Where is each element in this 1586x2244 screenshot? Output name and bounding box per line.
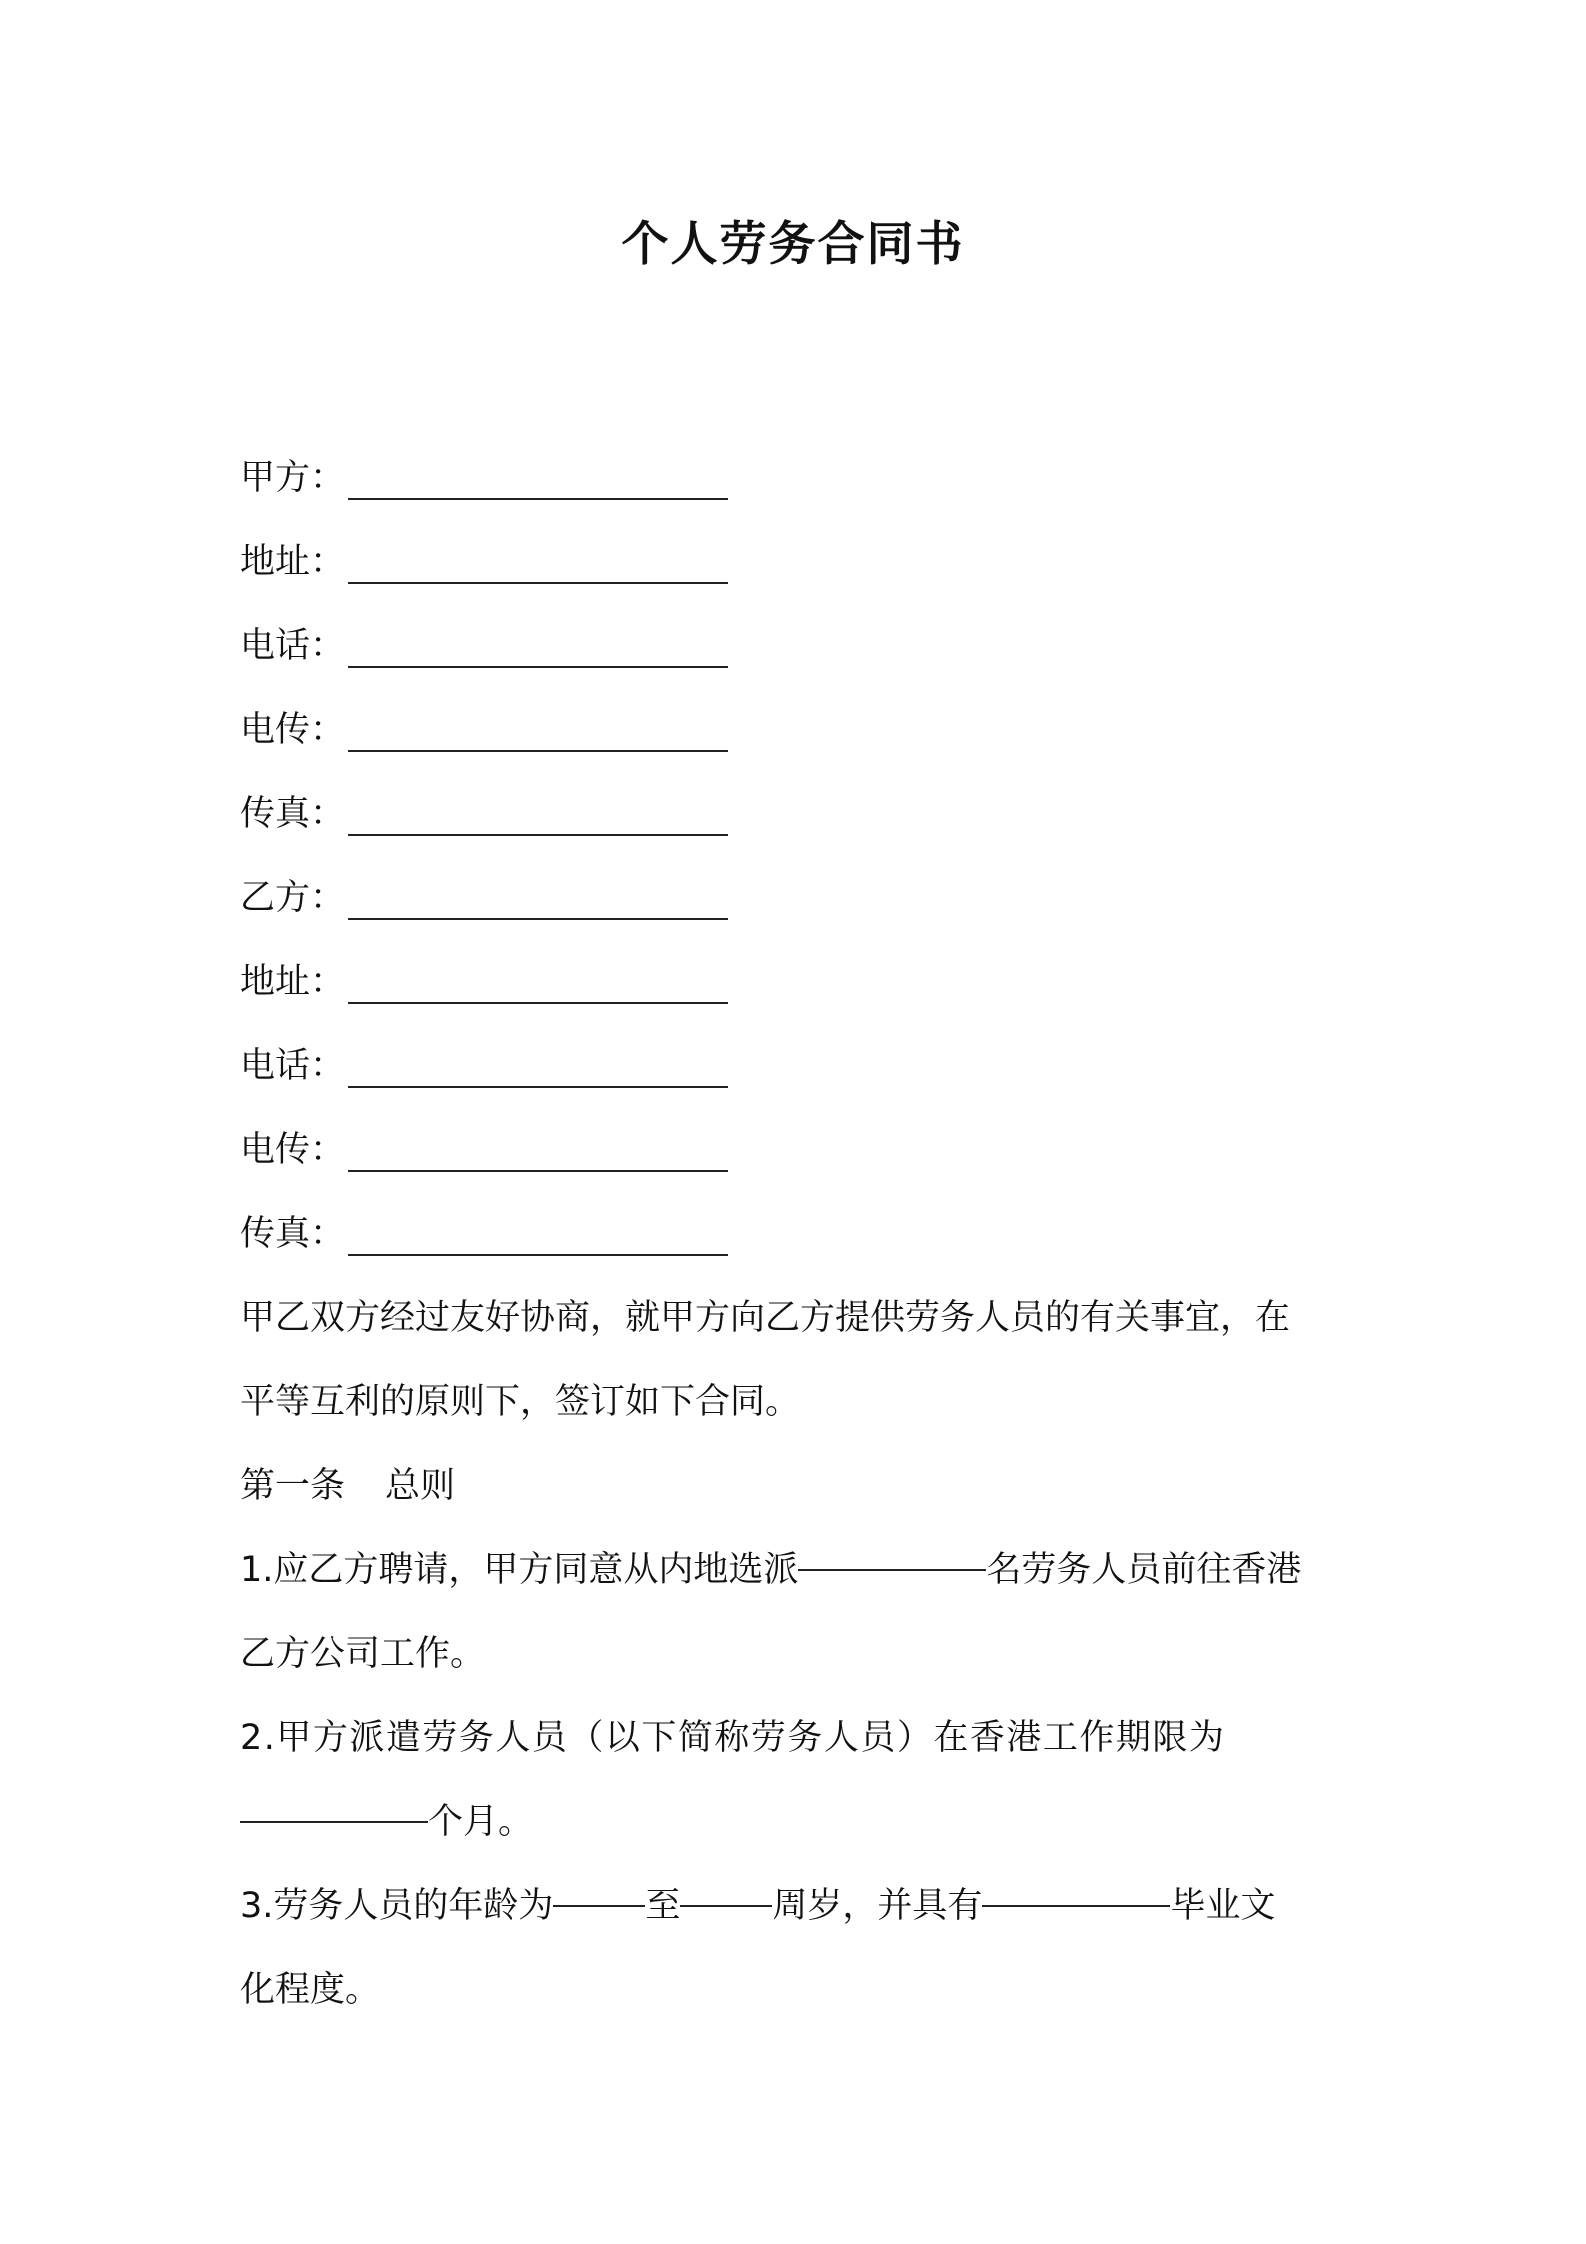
intro-line-1: 甲乙双方经过友好协商，就甲方向乙方提供劳务人员的有关事宜，在 bbox=[240, 1298, 1291, 1338]
article-1-title: 总则 bbox=[385, 1466, 456, 1506]
party-b-telex-field bbox=[240, 1108, 728, 1192]
party-a-telex-blank bbox=[348, 700, 728, 752]
clause-3-line-2: 化程度。 bbox=[240, 1970, 381, 2010]
party-a-address-field bbox=[240, 520, 728, 604]
document-title: 个人劳务合同书 bbox=[621, 217, 965, 272]
party-b-name-field bbox=[240, 856, 728, 940]
clause-3-part-4: 毕业文 bbox=[1170, 1886, 1276, 1926]
party-a-fax-label: 传真 bbox=[240, 794, 311, 834]
article-1-heading bbox=[240, 1444, 1352, 1528]
party-b-phone-field bbox=[240, 1024, 728, 1108]
clause-2-text-after: 个月。 bbox=[428, 1802, 534, 1842]
party-a-fax-field bbox=[240, 772, 728, 856]
clause-1-text-after: 名劳务人员前往香港 bbox=[986, 1550, 1302, 1590]
colon: ： bbox=[310, 1214, 346, 1254]
party-a-fax-blank bbox=[348, 784, 728, 836]
party-a-phone-field bbox=[240, 604, 728, 688]
party-b-address-field bbox=[240, 940, 728, 1024]
party-b-name-label: 乙方 bbox=[240, 878, 311, 918]
party-a-name-blank bbox=[348, 448, 728, 500]
party-b-address-label: 地址 bbox=[240, 962, 311, 1002]
party-b-telex-blank bbox=[348, 1120, 728, 1172]
colon: ： bbox=[310, 794, 346, 834]
party-b-fax-label: 传真 bbox=[240, 1214, 311, 1254]
clause-3-part-2: 至 bbox=[645, 1886, 681, 1926]
intro-line-2: 平等互利的原则下，签订如下合同。 bbox=[240, 1382, 801, 1422]
party-b-fax-field bbox=[240, 1192, 728, 1276]
colon: ： bbox=[310, 542, 346, 582]
article-1-number: 第一条 bbox=[240, 1466, 346, 1506]
colon: ： bbox=[310, 458, 346, 498]
party-a-telex-field bbox=[240, 688, 728, 772]
clause-2-months-blank bbox=[240, 1771, 428, 1823]
clause-3-line-1 bbox=[240, 1864, 1352, 1948]
party-a-phone-blank bbox=[348, 616, 728, 668]
clause-1-line-2: 乙方公司工作。 bbox=[240, 1634, 486, 1674]
colon: ： bbox=[310, 878, 346, 918]
party-b-address-blank bbox=[348, 952, 728, 1004]
clause-2-line-1: 2.甲方派遣劳务人员（以下简称劳务人员）在香港工作期限为 bbox=[240, 1718, 1226, 1758]
clause-3-min-age-blank bbox=[553, 1855, 645, 1907]
clause-2-line-2 bbox=[240, 1780, 1352, 1864]
colon: ： bbox=[310, 710, 346, 750]
party-a-address-blank bbox=[348, 532, 728, 584]
colon: ： bbox=[310, 962, 346, 1002]
colon: ： bbox=[310, 1130, 346, 1170]
colon: ： bbox=[310, 1046, 346, 1086]
party-b-name-blank bbox=[348, 868, 728, 920]
clause-3-part-1: 3.劳务人员的年龄为 bbox=[240, 1886, 554, 1926]
party-a-address-label: 地址 bbox=[240, 542, 311, 582]
party-a-name-label: 甲方 bbox=[240, 458, 311, 498]
party-b-telex-label: 电传 bbox=[240, 1130, 311, 1170]
clause-1-line-1 bbox=[240, 1528, 1352, 1612]
clause-3-part-3: 周岁，并具有 bbox=[772, 1886, 983, 1926]
clause-3-education-blank bbox=[982, 1855, 1170, 1907]
colon: ： bbox=[310, 626, 346, 666]
party-a-phone-label: 电话 bbox=[240, 626, 311, 666]
party-b-phone-blank bbox=[348, 1036, 728, 1088]
clause-1-count-blank bbox=[798, 1519, 986, 1571]
party-a-name-field bbox=[240, 436, 728, 520]
clause-3-max-age-blank bbox=[680, 1855, 772, 1907]
party-a-telex-label: 电传 bbox=[240, 710, 311, 750]
party-b-phone-label: 电话 bbox=[240, 1046, 311, 1086]
clause-1-text-before: 1.应乙方聘请，甲方同意从内地选派 bbox=[240, 1550, 799, 1590]
party-b-fax-blank bbox=[348, 1204, 728, 1256]
